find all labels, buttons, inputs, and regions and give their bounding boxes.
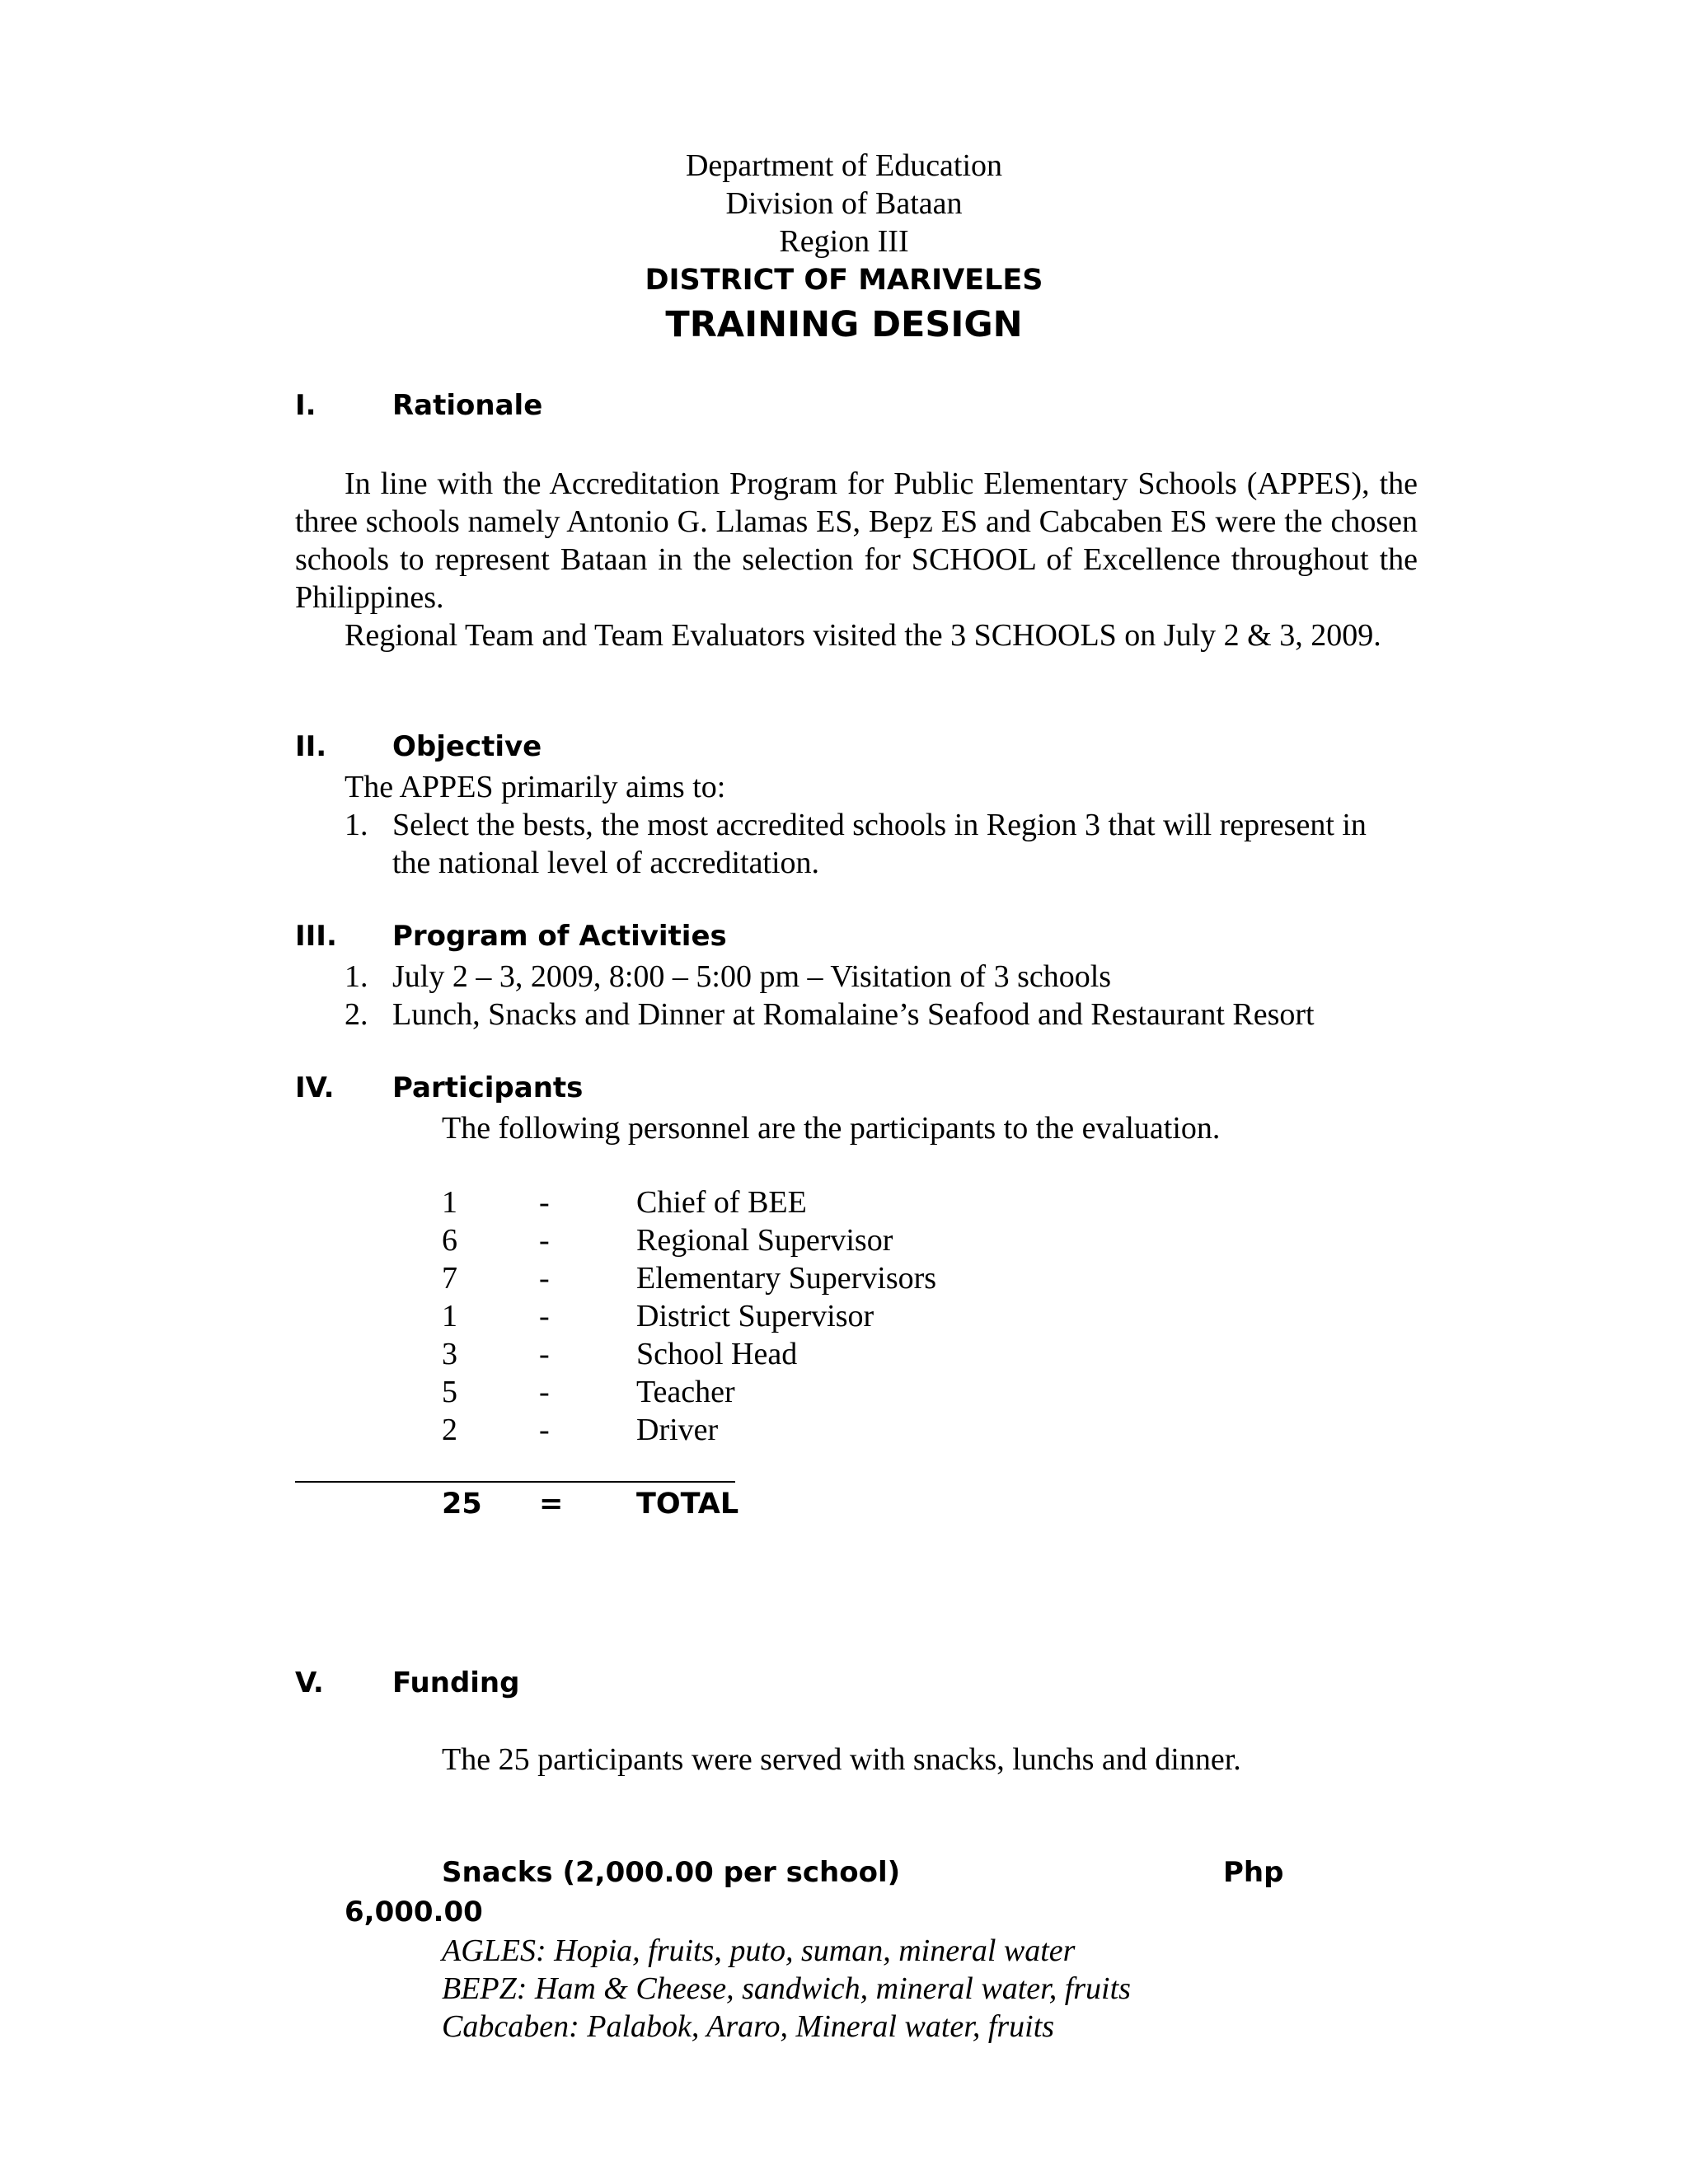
participant-separator: - [539, 1299, 550, 1333]
participant-role: School Head [636, 1337, 798, 1371]
participant-separator: - [539, 1375, 550, 1409]
participant-count: 7 [442, 1261, 457, 1296]
section-title-program: Program of Activities [392, 920, 727, 953]
snacks-menu-agles: AGLES: Hopia, fruits, puto, suman, mineral water [442, 1933, 1076, 1968]
participant-total-label: TOTAL [636, 1488, 739, 1521]
participant-total-count: 25 [442, 1488, 482, 1521]
program-item-text: Lunch, Snacks and Dinner at Romalaine’s Seafood and Restaurant Resort [392, 997, 1315, 1032]
section-numeral-funding: V. [295, 1666, 324, 1699]
participant-separator: - [539, 1337, 550, 1371]
snacks-menu-cabcaben: Cabcaben: Palabok, Araro, Mineral water, fruits [442, 2009, 1055, 2044]
header-department: Department of Education [685, 148, 1003, 183]
snacks-label: Snacks (2,000.00 per school) [442, 1856, 901, 1889]
participant-role: Driver [636, 1413, 719, 1447]
program-item-number: 1. [345, 959, 368, 994]
participant-separator: - [539, 1223, 550, 1258]
participant-count: 2 [442, 1413, 457, 1447]
header-district: DISTRICT OF MARIVELES [645, 264, 1043, 297]
header-division: Division of Bataan [725, 186, 963, 221]
section-numeral-objective: II. [295, 730, 327, 763]
participant-separator: - [539, 1261, 550, 1296]
participant-count: 6 [442, 1223, 457, 1258]
rationale-paragraph-1: In line with the Accreditation Program for Public Elementary Schools (APPES), the three schools namely Antonio G. Llamas ES, Bepz ES and Cabcaben ES were the chosen schools to represent Bataan in the selection for SCHOOL of Excellence throughout the Philippines. [295, 466, 1418, 615]
participant-count: 3 [442, 1337, 457, 1371]
snacks-amount: 6,000.00 [345, 1896, 483, 1929]
snacks-currency: Php [1223, 1856, 1284, 1889]
rationale-paragraph-2: Regional Team and Team Evaluators visited the 3 SCHOOLS on July 2 & 3, 2009. [345, 618, 1381, 653]
participant-role: Chief of BEE [636, 1185, 807, 1220]
objective-item-number: 1. [345, 808, 368, 842]
section-numeral-program: III. [295, 920, 337, 953]
section-title-funding: Funding [392, 1666, 520, 1699]
participants-intro: The following personnel are the participants to the evaluation. [442, 1111, 1221, 1146]
participant-separator: - [539, 1185, 550, 1220]
objective-item-line-1: Select the bests, the most accredited schools in Region 3 that will represent in [392, 808, 1367, 842]
header-region: Region III [779, 224, 909, 259]
program-item-text: July 2 – 3, 2009, 8:00 – 5:00 pm – Visitation of 3 schools [392, 959, 1112, 994]
participant-separator: - [539, 1413, 550, 1447]
section-numeral-participants: IV. [295, 1071, 335, 1104]
participant-role: Regional Supervisor [636, 1223, 893, 1258]
section-numeral-rationale: I. [295, 389, 316, 422]
participant-count: 1 [442, 1185, 457, 1220]
section-title-rationale: Rationale [392, 389, 543, 422]
snacks-menu-bepz: BEPZ: Ham & Cheese, sandwich, mineral water, fruits [442, 1971, 1131, 2006]
participant-count: 5 [442, 1375, 457, 1409]
participant-role: District Supervisor [636, 1299, 874, 1333]
section-title-objective: Objective [392, 730, 542, 763]
funding-intro: The 25 participants were served with snacks, lunchs and dinner. [442, 1742, 1241, 1777]
total-underline [295, 1481, 735, 1483]
objective-intro: The APPES primarily aims to: [345, 770, 726, 804]
participant-count: 1 [442, 1299, 457, 1333]
participant-role: Elementary Supervisors [636, 1261, 937, 1296]
participant-total-equals: = [539, 1488, 564, 1521]
objective-item-line-2: the national level of accreditation. [392, 846, 820, 880]
participant-role: Teacher [636, 1375, 735, 1409]
section-title-participants: Participants [392, 1071, 584, 1104]
program-item-number: 2. [345, 997, 368, 1032]
document-title: TRAINING DESIGN [665, 304, 1023, 345]
